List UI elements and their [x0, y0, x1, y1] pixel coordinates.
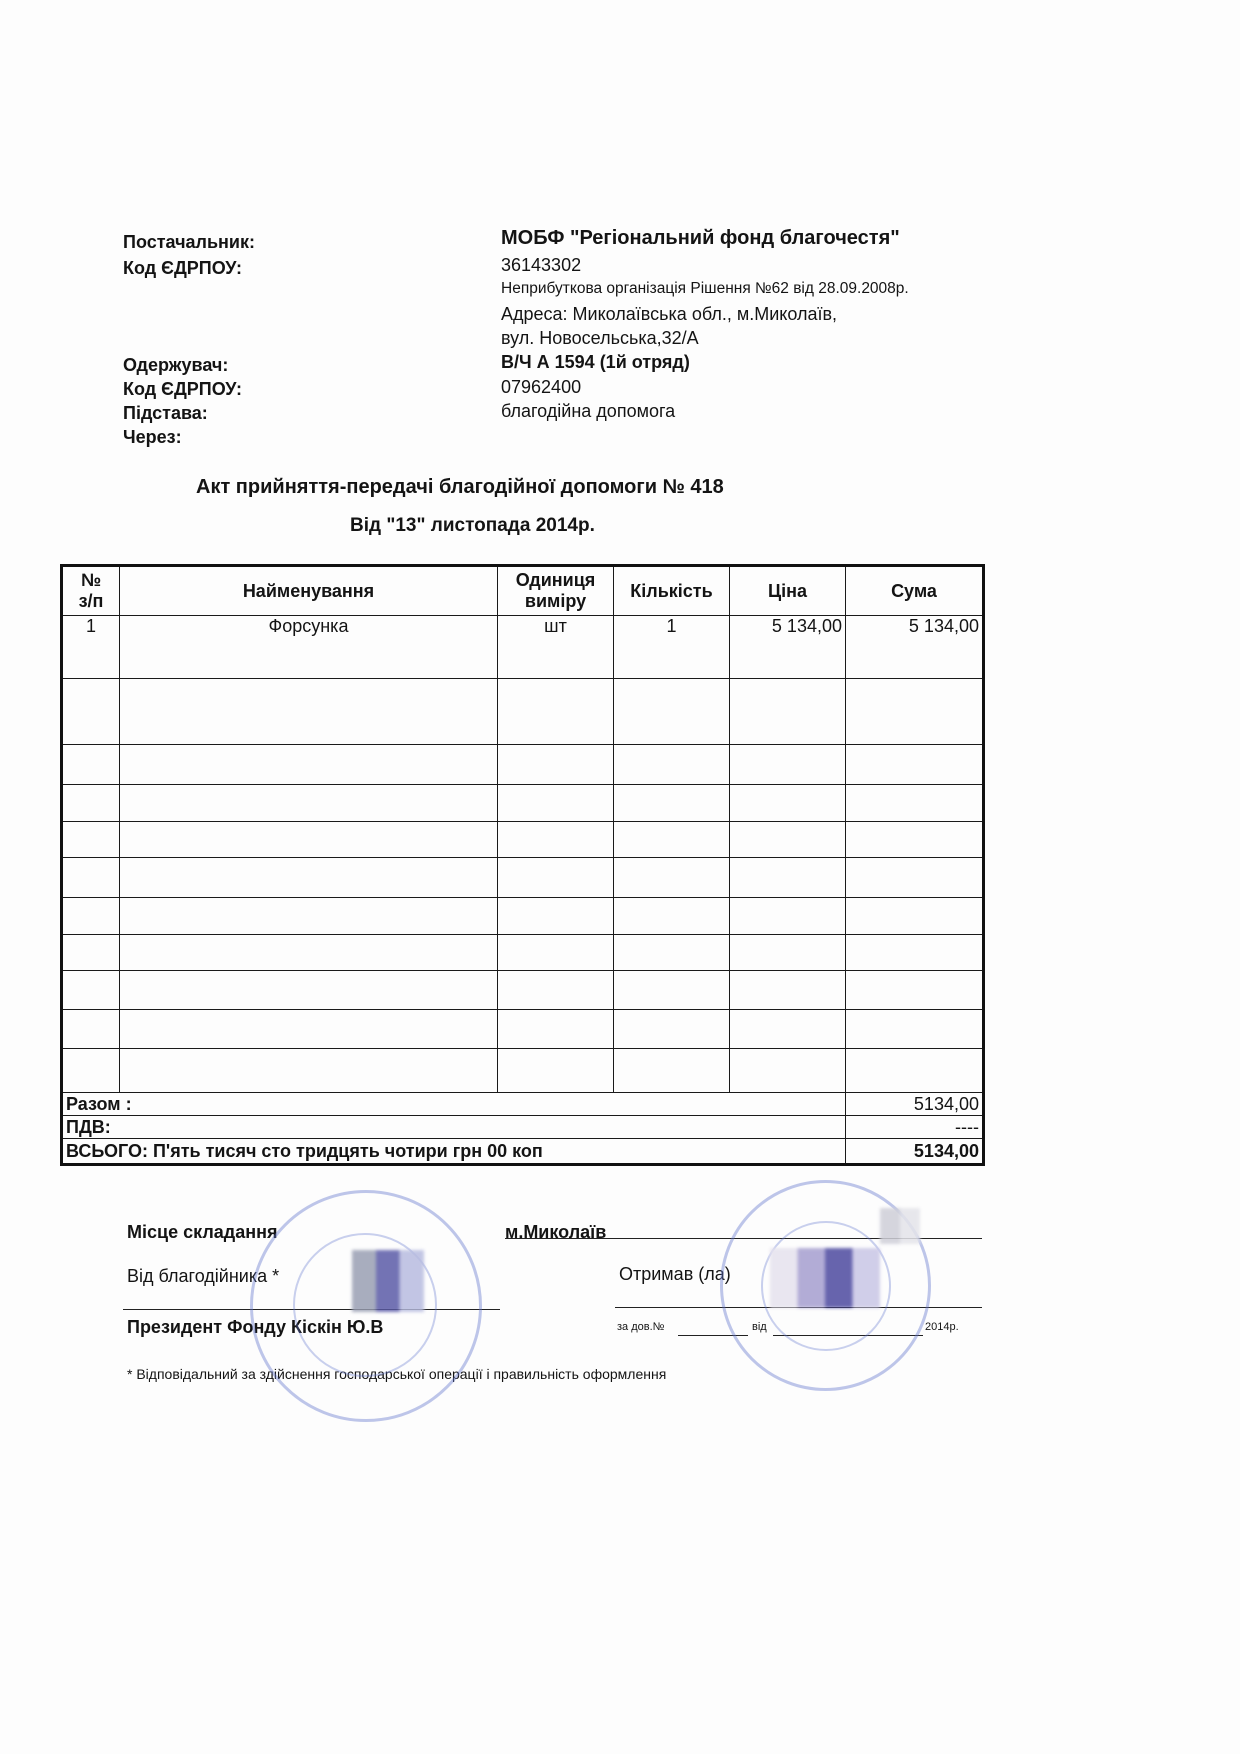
supplier-label: Постачальник:: [123, 232, 255, 252]
recipient-label: Одержувач:: [123, 355, 229, 375]
recipient-name: В/Ч А 1594 (1й отряд): [501, 352, 690, 372]
table-row-empty: [62, 971, 984, 1010]
basis-label: Підстава:: [123, 403, 208, 423]
col-header-no: № з/п: [62, 566, 120, 616]
col-header-unit: Одиниця виміру: [498, 566, 614, 616]
power-of-attorney-from: від: [752, 1321, 767, 1333]
from-donor-label: Від благодійника *: [127, 1266, 280, 1286]
vat-value: ----: [846, 1116, 984, 1139]
place-value: м.Миколаїв: [505, 1222, 607, 1242]
table-row-empty: [62, 785, 984, 822]
table-row-empty: [62, 1010, 984, 1049]
address-line-1: Адреса: Миколаївська обл., м.Миколаїв,: [501, 304, 838, 324]
grand-total-label: ВСЬОГО: П'ять тисяч сто тридцять чотири грн 00 коп: [62, 1139, 846, 1165]
supplier-code: 36143302: [501, 255, 582, 275]
table-row-empty: [62, 898, 984, 935]
cell-sum: 5 134,00: [846, 616, 984, 679]
footnote: * Відповідальний за здійснення господарської операції і правильність оформлення: [127, 1366, 667, 1382]
cell-unit: шт: [498, 616, 614, 679]
subtotal-value: 5134,00: [846, 1093, 984, 1116]
table-row: [62, 616, 984, 679]
redacted-signature-icon: [770, 1248, 880, 1308]
redacted-signature-icon: [352, 1250, 424, 1312]
subtotal-label: Разом :: [62, 1093, 846, 1116]
president-name: Президент Фонду Кіскін Ю.В: [127, 1317, 384, 1337]
subtotal-row: [62, 1093, 984, 1116]
col-header-price: Ціна: [730, 566, 846, 616]
table-row-empty: [62, 1049, 984, 1093]
col-header-qty: Кількість: [614, 566, 730, 616]
table-row-empty: [62, 858, 984, 898]
col-header-sum: Сума: [846, 566, 984, 616]
place-label: Місце складання: [127, 1222, 278, 1242]
recipient-code-label: Код ЄДРПОУ:: [123, 379, 243, 399]
recipient-code: 07962400: [501, 377, 582, 397]
power-of-attorney-year: 2014р.: [925, 1321, 959, 1333]
grand-total-value: 5134,00: [846, 1139, 984, 1165]
basis-value: благодійна допомога: [501, 401, 676, 421]
address-line-2: вул. Новосельська,32/А: [501, 328, 699, 348]
cell-price: 5 134,00: [730, 616, 846, 679]
vat-row: [62, 1116, 984, 1139]
document-title: Акт прийняття-передачі благодійної допомоги № 418: [196, 476, 724, 498]
nonprofit-note: Неприбуткова організація Рішення №62 від 28.09.2008р.: [501, 280, 909, 297]
vat-label: ПДВ:: [62, 1116, 846, 1139]
document-date: Від "13" листопада 2014р.: [350, 515, 595, 536]
cell-name: Форсунка: [120, 616, 498, 679]
via-label: Через:: [123, 427, 182, 447]
supplier-code-label: Код ЄДРПОУ:: [123, 258, 243, 278]
col-header-name: Найменування: [120, 566, 498, 616]
grand-total-row: [62, 1139, 984, 1165]
cell-no: 1: [62, 616, 120, 679]
power-of-attorney-prefix: за дов.№: [617, 1321, 665, 1333]
table-row-empty: [62, 822, 984, 858]
cell-qty: 1: [614, 616, 730, 679]
table-row-empty: [62, 935, 984, 971]
received-label: Отримав (ла): [619, 1264, 731, 1284]
redacted-mark-icon: [880, 1208, 920, 1244]
supplier-name: МОБФ "Регіональний фонд благочестя": [501, 227, 900, 249]
table-row-empty: [62, 679, 984, 745]
items-table: [60, 564, 985, 1166]
table-row-empty: [62, 745, 984, 785]
